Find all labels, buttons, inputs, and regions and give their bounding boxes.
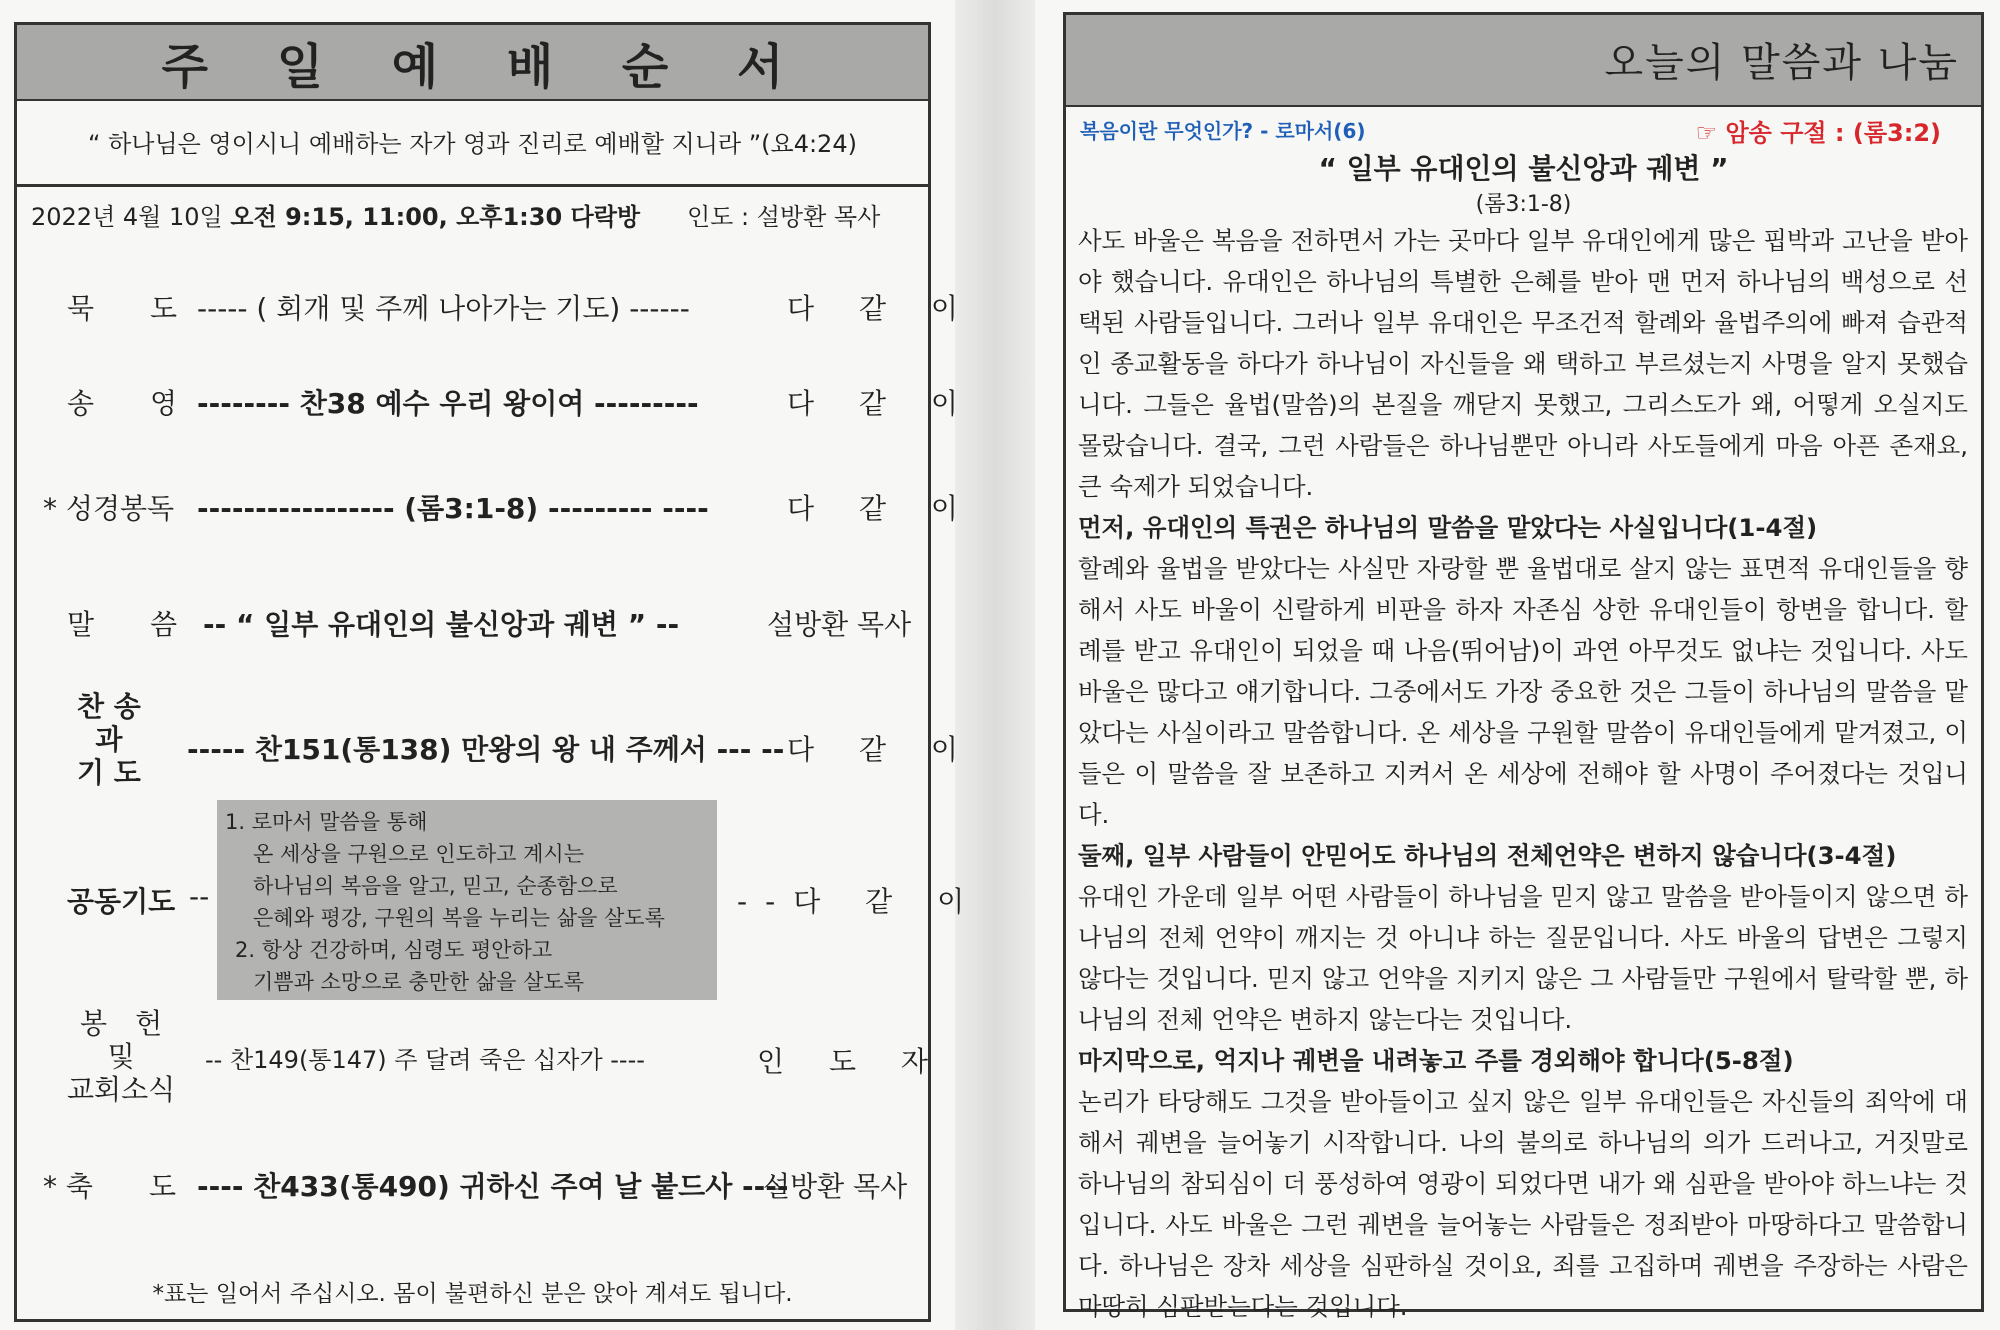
order-label: * 축 도 [43, 1170, 176, 1203]
order-performer: 다 같 이 [787, 292, 976, 325]
order-detail: -- “ 일부 유대인의 불신앙과 궤변 ” -- [203, 608, 680, 641]
worship-order-header [17, 25, 928, 101]
order-item-silent-prayer [67, 287, 976, 327]
order-item-benediction [43, 1165, 923, 1205]
prayer-line: 기쁨과 소망으로 충만한 삶을 살도록 [253, 970, 584, 994]
order-label: 찬 송 과 기 도 [77, 690, 141, 789]
common-prayer-box [217, 800, 717, 1000]
service-leader: 인도 : 설방환 목사 [687, 203, 881, 231]
sermon-title: “ 일부 유대인의 불신앙과 궤변 ” [1318, 152, 1729, 185]
worship-order-title: 주 일 예 배 순 서 [161, 38, 810, 95]
prayer-line: 1. 로마서 말씀을 통해 [225, 810, 428, 834]
order-performer: --다 같 이 [737, 885, 983, 918]
todays-word-title: 오늘의 말씀과 나눔 [1604, 40, 1959, 86]
todays-word-header [1066, 15, 1981, 107]
prayer-line: 하나님의 복음을 알고, 믿고, 순종함으로 [253, 874, 618, 898]
sermon-reference: (롬3:1-8) [1475, 192, 1572, 217]
order-label: 봉 헌 및 교회소식 [67, 1007, 176, 1106]
sermon-point-heading: 둘째, 일부 사람들이 안믿어도 하나님의 전체언약은 변하지 않습니다(3-4절) [1078, 841, 1897, 870]
sermon-point-heading: 먼저, 유대인의 특권은 하나님의 말씀을 맡았다는 사실입니다(1-4절) [1078, 513, 1818, 542]
order-item-offering-and-news [67, 1007, 946, 1117]
order-detail: -- [189, 880, 210, 913]
theme-verse: “ 하나님은 영이시니 예배하는 자가 영과 진리로 예배할 지니라 ”(요4:24) [17, 99, 928, 187]
order-item-hymn-and-prayer [77, 690, 976, 800]
order-performer: 다 같 이 [787, 733, 976, 766]
order-detail: -------- 찬38 예수 우리 왕이여 --------- [197, 387, 699, 420]
order-performer: 설방환 목사 [763, 1170, 908, 1203]
worship-order-panel [14, 22, 983, 1322]
sermon-paragraph: 논리가 타당해도 그것을 받아들이고 싶지 않은 일부 유대인들은 자신들의 죄악에 대해서 궤변을 늘어놓기 시작합니다. 나의 불의로 하나님의 의가 드러나고, 거짓말로 하나님의 참되심이 더 풍성하여 영광이 되었다면 내가 왜 심판을 받아야 하느냐는 것입니다. 사도 바울은 그런 궤변을 늘어놓는 사람들은 정죄받아 마땅하다고 말씀합니다. 하나님은 장차 세상을 심판하실 것이요, 죄를 고집하며 궤변을 주장하는 사람은 마땅히 심판받는다는 것입니다. [1078, 1087, 1968, 1321]
order-item-sermon [67, 603, 927, 643]
order-item-doxology [67, 382, 976, 422]
sermon-point-heading: 마지막으로, 억지나 궤변을 내려놓고 주를 경외해야 합니다(5-8절) [1078, 1046, 1794, 1075]
prayer-line: 2. 항상 건강하며, 심령도 평안하고 [235, 938, 553, 962]
service-date-prefix: 2022년 4월 10일 [31, 203, 223, 231]
sermon-paragraph: 사도 바울은 복음을 전하면서 가는 곳마다 일부 유대인에게 많은 핍박과 고난을 받아야 했습니다. 유대인은 하나님의 특별한 은혜를 받아 맨 먼저 하나님의 백성으로 선택된 사람들입니다. 그러나 일부 유대인은 무조건적 할례와 율법주의에 빠져 습관적인 종교활동을 하다가 하나님이 자신들을 왜 택하고 부르셨는지 사명을 알지 못했습니다. 그들은 율법(말씀)의 본질을 깨닫지 못했고, 그리스도가 왜, 어떻게 오실지도 몰랐습니다. 결국, 그런 사람들은 하나님뿐만 아니라 사도들에게 마음 아픈 존재요, 큰 숙제가 되었습니다. [1078, 226, 1968, 501]
order-detail: -- 찬149(통147) 주 달려 죽은 십자가 ---- [205, 1046, 645, 1074]
standing-note: *표는 일어서 주십시오. 몸이 불편하신 분은 앉아 계셔도 됩니다. [152, 1281, 793, 1307]
order-item-scripture-reading [43, 487, 976, 527]
todays-word-panel [1063, 12, 1984, 1321]
memory-verse-label: ☞ 암송 구절 : (롬3:2) [1695, 119, 1941, 147]
prayer-line: 은혜와 평강, 구원의 복을 누리는 삶을 살도록 [253, 906, 665, 930]
order-detail: ----- 찬151(통138) 만왕의 왕 내 주께서 --- -- [187, 733, 785, 766]
sermon-paragraph: 유대인 가운데 일부 어떤 사람들이 하나님을 믿지 않고 말씀을 받아들이지 않으면 하나님의 전체 언약이 깨지는 것 아니냐 하는 질문입니다. 사도 바울의 답변은 그렇지 않다는 것입니다. 믿지 않고 언약을 지키지 않은 그 사람들만 구원에서 탈락할 뿐, 하나님의 전체 언약은 변하지 않는다는 것입니다. [1078, 882, 1968, 1034]
sermon-body [1078, 220, 1968, 1327]
order-performer: 인 도 자 [757, 1045, 946, 1078]
order-label: 송 영 [67, 387, 178, 420]
service-times: 오전 9:15, 11:00, 오후1:30 다락방 [230, 203, 641, 231]
order-label: 공동기도 [67, 885, 176, 918]
order-detail: ---- 찬433(통490) 귀하신 주여 날 붙드사 ---- [197, 1170, 789, 1203]
order-detail: ----------------- (롬3:1-8) --------- ---- [197, 492, 709, 525]
order-label: * 성경봉독 [43, 492, 175, 525]
service-date [31, 197, 640, 232]
order-performer: 다 같 이 [787, 492, 976, 525]
sermon-paragraph: 할례와 율법을 받았다는 사실만 자랑할 뿐 율법대로 살지 않는 표면적 유대인들을 향해서 사도 바울이 신랄하게 비판을 하자 자존심 상한 유대인들이 항변을 합니다. 할례를 받고 유대인이 되었을 때 나음(뛰어남)이 과연 아무것도 없냐는 것입니다. 사도 바울은 많다고 얘기합니다. 그중에서도 가장 중요한 것은 그들이 하나님의 말씀을 맡았다는 사실이라고 말씀합니다. 온 세상을 구원할 말씀이 유대인들에게 맡겨졌고, 이들은 이 말씀을 잘 보존하고 지켜서 온 세상에 전해야 할 사명이 주어졌다는 것입니다. [1078, 554, 1968, 829]
memory-verse [1696, 113, 1941, 148]
order-performer: 설방환 목사 [767, 608, 912, 641]
order-label: 말 씀 [67, 608, 178, 641]
order-performer: 다 같 이 [787, 387, 976, 420]
page-gutter [955, 0, 1035, 1330]
series-title: 복음이란 무엇인가? - 로마서(6) [1080, 119, 1366, 143]
prayer-line: 온 세상을 구원으로 인도하고 계시는 [253, 842, 584, 866]
order-detail: ----- ( 회개 및 주께 나아가는 기도) ------ [197, 292, 690, 325]
order-label: 묵 도 [67, 292, 178, 325]
